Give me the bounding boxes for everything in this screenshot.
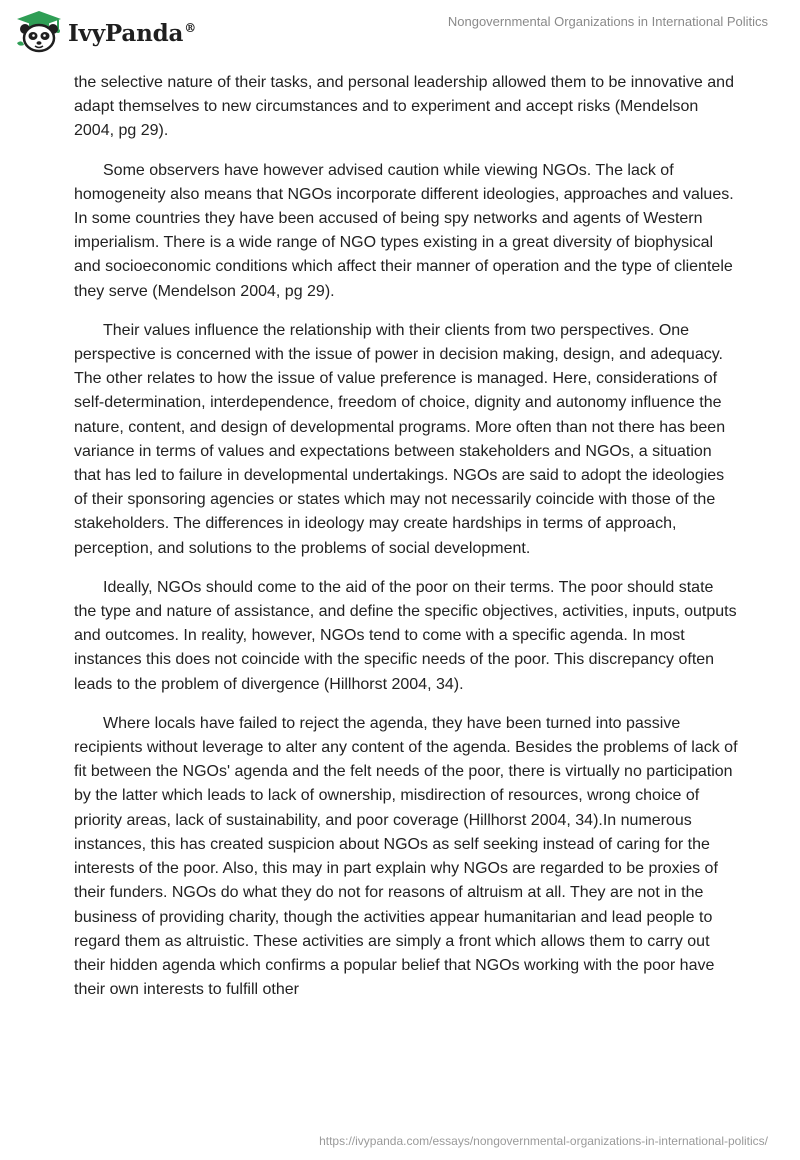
paragraph: Ideally, NGOs should come to the aid of the poor on their terms. The poor should state the type and nature of assistance, and define the specific objectives, activities, inputs, outputs and outcomes. In reality, however, NGOs tend to come with a specific agenda. In most instances this does not coincide with the specific needs of the poor. This discrepancy often leads to the problem of divergence (Hillhorst 2004, 34).: [74, 578, 737, 693]
page-header: [0, 0, 800, 64]
paragraph: Some observers have however advised caution while viewing NGOs. The lack of homogeneity also means that NGOs incorporate different ideologies, approaches and values. In some countries they have been accused of being spy networks and agents of Western imperialism. There is a wide range of NGO types existing in a great diversity of biophysical and socioeconomic conditions which affect their manner of operation and the type of clientele they serve (Mendelson 2004, pg 29).: [74, 161, 734, 300]
paragraph: the selective nature of their tasks, and personal leadership allowed them to be innovative and adapt themselves to new circumstances and to experiment and accept risks (Mendelson 2004, pg 29).: [74, 74, 734, 140]
paragraph: Where locals have failed to reject the agenda, they have been turned into passive recipients without leverage to alter any content of the agenda. Besides the problems of lack of fit between the NGOs' agenda and the felt needs of the poor, there is virtually no participation by the latter which leads to lack of ownership, misdirection of resources, wrong choice of priority areas, lack of sustainability, and poor coverage (Hillhorst 2004, 34).In numerous instances, this has created suspicion about NGOs as self seeking instead of caring for the interests of the poor. Also, this may in part explain why NGOs are regarded to be proxies of their funders. NGOs do what they do not for reasons of altruism at all. They are not in the business of providing charity, though the activities appear humanitarian and lead people to regard them as altruistic. These activities are simply a front which allows them to carry out their hidden agenda which confirms a popular belief that NGOs working with the poor have their own interests to fulfill other: [74, 714, 738, 999]
source-url[interactable]: https://ivypanda.com/essays/nongovernmental-organizations-in-international-politics/: [319, 1134, 768, 1148]
logo-text: IvyPanda: [68, 19, 184, 47]
registered-mark: ®: [184, 20, 196, 35]
panda-graduation-cap-icon: [14, 9, 64, 53]
document-title: Nongovernmental Organizations in International Politics: [447, 14, 768, 29]
paragraph: Their values influence the relationship with their clients from two perspectives. One perspective is concerned with the issue of power in decision making, design, and adequacy. The other relates to how the issue of value preference is managed. Here, considerations of self-determination, interdependence, freedom of choice, dignity and autonomy influence the nature, content, and design of developmental programs. More often than not there has been variance in terms of values and expectations between stakeholders and NGOs, a situation that has led to failure in developmental undertakings. NGOs are said to adopt the ideologies of their sponsoring agencies or states which may not necessarily coincide with those of the stakeholders. The differences in ideology may create hardships in terms of approach, perception, and solutions to the problems of social development.: [74, 321, 726, 557]
logo-wordmark: [68, 20, 196, 47]
ivypanda-logo[interactable]: [14, 9, 196, 53]
essay-content: [74, 71, 738, 1017]
